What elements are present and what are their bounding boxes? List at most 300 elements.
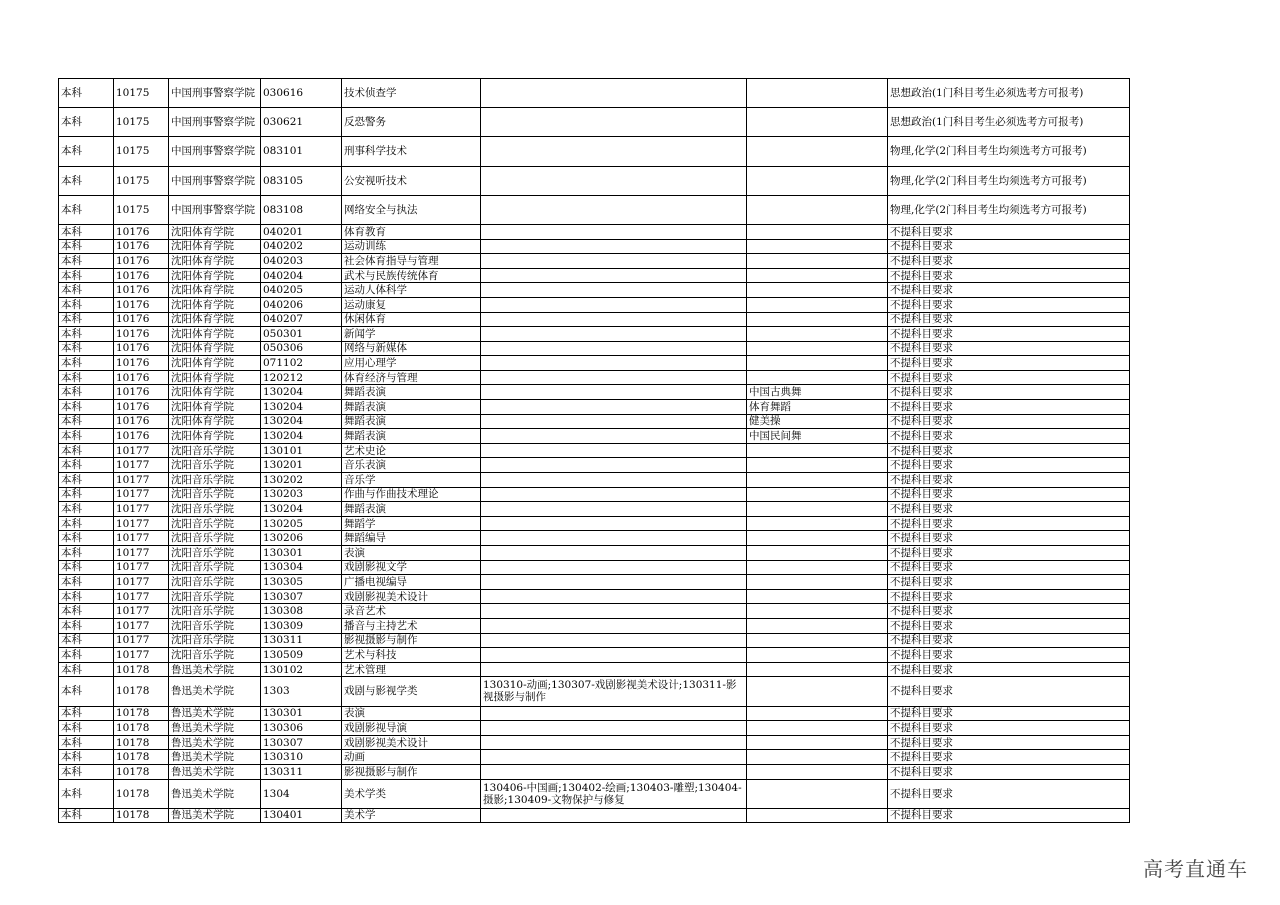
cell-requirement: 不提科目要求 — [888, 502, 1130, 517]
cell-includes — [481, 356, 747, 371]
table-row — [59, 297, 1130, 312]
cell-direction: 健美操 — [747, 414, 888, 429]
cell-includes: 130310-动画;130307-戏剧影视美术设计;130311-影视摄影与制作 — [481, 677, 747, 706]
cell-major-name: 戏剧与影视学类 — [342, 677, 481, 706]
cell-major-code: 130306 — [261, 721, 342, 736]
cell-includes — [481, 108, 747, 137]
cell-school-code: 10178 — [114, 677, 169, 706]
cell-includes — [481, 808, 747, 823]
cell-level: 本科 — [59, 721, 114, 736]
table-row — [59, 137, 1130, 166]
cell-school-code: 10176 — [114, 239, 169, 254]
cell-school-code: 10176 — [114, 429, 169, 444]
table-row — [59, 385, 1130, 400]
cell-requirement: 不提科目要求 — [888, 341, 1130, 356]
table-row — [59, 166, 1130, 195]
cell-major-code: 130204 — [261, 400, 342, 415]
cell-major-name: 反恐警务 — [342, 108, 481, 137]
cell-requirement: 不提科目要求 — [888, 618, 1130, 633]
cell-level: 本科 — [59, 502, 114, 517]
cell-level: 本科 — [59, 79, 114, 108]
cell-major-code: 040204 — [261, 268, 342, 283]
cell-includes — [481, 458, 747, 473]
cell-includes — [481, 706, 747, 721]
cell-school-name: 沈阳音乐学院 — [169, 648, 261, 663]
table-row — [59, 458, 1130, 473]
cell-level: 本科 — [59, 254, 114, 269]
cell-direction — [747, 618, 888, 633]
cell-major-name: 美术学 — [342, 808, 481, 823]
table-row — [59, 414, 1130, 429]
table-row — [59, 735, 1130, 750]
cell-major-code: 130202 — [261, 473, 342, 488]
cell-direction — [747, 166, 888, 195]
cell-requirement: 不提科目要求 — [888, 633, 1130, 648]
cell-major-code: 130206 — [261, 531, 342, 546]
cell-requirement: 不提科目要求 — [888, 706, 1130, 721]
cell-school-code: 10175 — [114, 108, 169, 137]
cell-school-name: 沈阳音乐学院 — [169, 531, 261, 546]
cell-major-name: 技术侦查学 — [342, 79, 481, 108]
cell-requirement: 不提科目要求 — [888, 370, 1130, 385]
cell-major-name: 音乐学 — [342, 473, 481, 488]
cell-requirement: 不提科目要求 — [888, 327, 1130, 342]
cell-requirement: 不提科目要求 — [888, 268, 1130, 283]
cell-level: 本科 — [59, 677, 114, 706]
table-row — [59, 677, 1130, 706]
cell-school-name: 沈阳体育学院 — [169, 385, 261, 400]
cell-direction — [747, 195, 888, 224]
cell-requirement: 不提科目要求 — [888, 283, 1130, 298]
cell-direction — [747, 239, 888, 254]
cell-direction — [747, 502, 888, 517]
cell-major-code: 130204 — [261, 385, 342, 400]
cell-school-name: 沈阳体育学院 — [169, 297, 261, 312]
cell-includes — [481, 414, 747, 429]
cell-school-name: 鲁迅美术学院 — [169, 662, 261, 677]
cell-school-code: 10178 — [114, 735, 169, 750]
cell-includes — [481, 648, 747, 663]
cell-includes — [481, 327, 747, 342]
cell-level: 本科 — [59, 108, 114, 137]
cell-level: 本科 — [59, 633, 114, 648]
cell-includes — [481, 79, 747, 108]
enrollment-table — [58, 78, 1130, 823]
cell-major-name: 音乐表演 — [342, 458, 481, 473]
cell-major-code: 071102 — [261, 356, 342, 371]
cell-level: 本科 — [59, 487, 114, 502]
cell-school-code: 10176 — [114, 268, 169, 283]
cell-school-name: 中国刑事警察学院 — [169, 79, 261, 108]
cell-school-code: 10175 — [114, 79, 169, 108]
cell-direction — [747, 677, 888, 706]
table-row — [59, 327, 1130, 342]
cell-requirement: 不提科目要求 — [888, 458, 1130, 473]
cell-requirement: 不提科目要求 — [888, 677, 1130, 706]
cell-major-name: 舞蹈表演 — [342, 502, 481, 517]
cell-school-name: 沈阳音乐学院 — [169, 575, 261, 590]
cell-level: 本科 — [59, 531, 114, 546]
cell-level: 本科 — [59, 327, 114, 342]
cell-level: 本科 — [59, 400, 114, 415]
cell-level: 本科 — [59, 589, 114, 604]
cell-major-code: 130203 — [261, 487, 342, 502]
cell-direction — [747, 458, 888, 473]
table-row — [59, 108, 1130, 137]
cell-includes — [481, 560, 747, 575]
cell-includes — [481, 268, 747, 283]
cell-school-code: 10176 — [114, 370, 169, 385]
cell-level: 本科 — [59, 648, 114, 663]
cell-major-code: 130308 — [261, 604, 342, 619]
cell-requirement: 不提科目要求 — [888, 808, 1130, 823]
cell-requirement: 不提科目要求 — [888, 779, 1130, 808]
cell-major-name: 武术与民族传统体育 — [342, 268, 481, 283]
watermark-text: 高考直通车 — [1143, 857, 1248, 881]
cell-includes — [481, 297, 747, 312]
cell-major-code: 1303 — [261, 677, 342, 706]
cell-major-name: 应用心理学 — [342, 356, 481, 371]
cell-school-name: 中国刑事警察学院 — [169, 137, 261, 166]
cell-includes — [481, 575, 747, 590]
cell-major-code: 130102 — [261, 662, 342, 677]
cell-direction: 中国古典舞 — [747, 385, 888, 400]
cell-requirement: 物理,化学(2门科目考生均须选考方可报考) — [888, 137, 1130, 166]
cell-major-name: 运动康复 — [342, 297, 481, 312]
cell-requirement: 不提科目要求 — [888, 721, 1130, 736]
cell-includes — [481, 166, 747, 195]
cell-major-name: 动画 — [342, 750, 481, 765]
cell-direction — [747, 341, 888, 356]
cell-school-name: 中国刑事警察学院 — [169, 108, 261, 137]
cell-level: 本科 — [59, 429, 114, 444]
cell-school-code: 10176 — [114, 254, 169, 269]
cell-direction — [747, 297, 888, 312]
cell-school-code: 10177 — [114, 604, 169, 619]
cell-level: 本科 — [59, 604, 114, 619]
table-row — [59, 604, 1130, 619]
cell-level: 本科 — [59, 385, 114, 400]
cell-major-code: 130304 — [261, 560, 342, 575]
cell-school-code: 10176 — [114, 385, 169, 400]
cell-requirement: 思想政治(1门科目考生必须选考方可报考) — [888, 108, 1130, 137]
table-row — [59, 575, 1130, 590]
cell-level: 本科 — [59, 283, 114, 298]
cell-school-name: 沈阳体育学院 — [169, 414, 261, 429]
table-row — [59, 560, 1130, 575]
cell-school-name: 沈阳音乐学院 — [169, 458, 261, 473]
cell-includes — [481, 589, 747, 604]
cell-direction — [747, 706, 888, 721]
cell-major-name: 体育教育 — [342, 224, 481, 239]
cell-major-code: 120212 — [261, 370, 342, 385]
cell-school-code: 10177 — [114, 648, 169, 663]
cell-school-code: 10178 — [114, 764, 169, 779]
cell-includes — [481, 224, 747, 239]
cell-direction — [747, 735, 888, 750]
cell-school-code: 10176 — [114, 283, 169, 298]
cell-level: 本科 — [59, 575, 114, 590]
table-row — [59, 429, 1130, 444]
cell-major-code: 040205 — [261, 283, 342, 298]
cell-requirement: 不提科目要求 — [888, 648, 1130, 663]
cell-level: 本科 — [59, 224, 114, 239]
table-row — [59, 400, 1130, 415]
cell-includes — [481, 429, 747, 444]
cell-school-code: 10176 — [114, 356, 169, 371]
cell-school-code: 10175 — [114, 137, 169, 166]
cell-major-name: 戏剧影视导演 — [342, 721, 481, 736]
cell-requirement: 不提科目要求 — [888, 312, 1130, 327]
cell-level: 本科 — [59, 546, 114, 561]
cell-level: 本科 — [59, 268, 114, 283]
cell-includes — [481, 487, 747, 502]
cell-major-code: 083105 — [261, 166, 342, 195]
cell-school-name: 中国刑事警察学院 — [169, 195, 261, 224]
cell-level: 本科 — [59, 560, 114, 575]
cell-includes — [481, 443, 747, 458]
cell-includes — [481, 633, 747, 648]
cell-level: 本科 — [59, 370, 114, 385]
table-row — [59, 239, 1130, 254]
cell-direction: 中国民间舞 — [747, 429, 888, 444]
cell-requirement: 不提科目要求 — [888, 735, 1130, 750]
cell-major-code: 130301 — [261, 706, 342, 721]
cell-major-name: 网络与新媒体 — [342, 341, 481, 356]
cell-school-name: 沈阳音乐学院 — [169, 443, 261, 458]
cell-direction — [747, 224, 888, 239]
cell-requirement: 不提科目要求 — [888, 662, 1130, 677]
cell-direction — [747, 443, 888, 458]
cell-level: 本科 — [59, 195, 114, 224]
cell-major-name: 戏剧影视文学 — [342, 560, 481, 575]
cell-requirement: 不提科目要求 — [888, 604, 1130, 619]
cell-major-code: 1304 — [261, 779, 342, 808]
cell-major-code: 130401 — [261, 808, 342, 823]
cell-major-name: 影视摄影与制作 — [342, 764, 481, 779]
table-row — [59, 370, 1130, 385]
cell-level: 本科 — [59, 341, 114, 356]
cell-school-name: 沈阳音乐学院 — [169, 487, 261, 502]
cell-school-code: 10177 — [114, 633, 169, 648]
cell-school-code: 10177 — [114, 458, 169, 473]
cell-requirement: 不提科目要求 — [888, 546, 1130, 561]
cell-major-name: 表演 — [342, 706, 481, 721]
cell-school-name: 鲁迅美术学院 — [169, 721, 261, 736]
cell-direction — [747, 254, 888, 269]
cell-school-code: 10177 — [114, 546, 169, 561]
table-row — [59, 764, 1130, 779]
cell-school-name: 沈阳音乐学院 — [169, 502, 261, 517]
cell-major-code: 130101 — [261, 443, 342, 458]
cell-direction — [747, 473, 888, 488]
cell-includes — [481, 400, 747, 415]
cell-school-name: 中国刑事警察学院 — [169, 166, 261, 195]
cell-includes — [481, 531, 747, 546]
cell-school-code: 10176 — [114, 224, 169, 239]
cell-school-code: 10177 — [114, 487, 169, 502]
cell-major-code: 130305 — [261, 575, 342, 590]
cell-school-code: 10176 — [114, 414, 169, 429]
cell-level: 本科 — [59, 750, 114, 765]
cell-level: 本科 — [59, 808, 114, 823]
cell-requirement: 不提科目要求 — [888, 764, 1130, 779]
cell-major-code: 130201 — [261, 458, 342, 473]
cell-school-code: 10178 — [114, 721, 169, 736]
cell-includes — [481, 312, 747, 327]
cell-school-code: 10177 — [114, 575, 169, 590]
table-row — [59, 268, 1130, 283]
cell-school-name: 鲁迅美术学院 — [169, 706, 261, 721]
cell-level: 本科 — [59, 473, 114, 488]
cell-level: 本科 — [59, 618, 114, 633]
cell-major-name: 艺术管理 — [342, 662, 481, 677]
cell-major-code: 130309 — [261, 618, 342, 633]
cell-school-code: 10178 — [114, 779, 169, 808]
cell-major-name: 运动人体科学 — [342, 283, 481, 298]
cell-requirement: 不提科目要求 — [888, 575, 1130, 590]
cell-level: 本科 — [59, 297, 114, 312]
cell-school-code: 10178 — [114, 750, 169, 765]
cell-major-name: 网络安全与执法 — [342, 195, 481, 224]
cell-level: 本科 — [59, 414, 114, 429]
table-row — [59, 195, 1130, 224]
cell-school-code: 10177 — [114, 531, 169, 546]
cell-major-code: 130301 — [261, 546, 342, 561]
cell-level: 本科 — [59, 735, 114, 750]
cell-level: 本科 — [59, 516, 114, 531]
cell-major-code: 040203 — [261, 254, 342, 269]
cell-level: 本科 — [59, 764, 114, 779]
cell-major-name: 舞蹈编导 — [342, 531, 481, 546]
cell-includes — [481, 195, 747, 224]
cell-direction — [747, 283, 888, 298]
cell-requirement: 不提科目要求 — [888, 239, 1130, 254]
cell-direction — [747, 312, 888, 327]
cell-major-name: 影视摄影与制作 — [342, 633, 481, 648]
cell-major-name: 表演 — [342, 546, 481, 561]
cell-major-name: 体育经济与管理 — [342, 370, 481, 385]
cell-level: 本科 — [59, 137, 114, 166]
cell-includes — [481, 604, 747, 619]
cell-school-name: 鲁迅美术学院 — [169, 764, 261, 779]
cell-requirement: 不提科目要求 — [888, 443, 1130, 458]
cell-major-code: 040201 — [261, 224, 342, 239]
table-row — [59, 721, 1130, 736]
cell-direction — [747, 546, 888, 561]
cell-major-code: 130205 — [261, 516, 342, 531]
cell-level: 本科 — [59, 706, 114, 721]
table-row — [59, 808, 1130, 823]
cell-major-name: 戏剧影视美术设计 — [342, 589, 481, 604]
cell-requirement: 不提科目要求 — [888, 473, 1130, 488]
cell-direction — [747, 721, 888, 736]
cell-school-code: 10175 — [114, 195, 169, 224]
cell-school-code: 10176 — [114, 400, 169, 415]
cell-requirement: 不提科目要求 — [888, 297, 1130, 312]
table-row — [59, 750, 1130, 765]
cell-requirement: 不提科目要求 — [888, 356, 1130, 371]
cell-requirement: 物理,化学(2门科目考生均须选考方可报考) — [888, 166, 1130, 195]
cell-school-name: 沈阳音乐学院 — [169, 473, 261, 488]
cell-direction — [747, 370, 888, 385]
cell-direction — [747, 108, 888, 137]
cell-direction — [747, 575, 888, 590]
cell-major-code: 040202 — [261, 239, 342, 254]
cell-school-code: 10178 — [114, 706, 169, 721]
cell-includes — [481, 764, 747, 779]
cell-school-name: 鲁迅美术学院 — [169, 808, 261, 823]
table-row — [59, 546, 1130, 561]
cell-school-name: 沈阳体育学院 — [169, 400, 261, 415]
cell-direction — [747, 808, 888, 823]
table-row — [59, 516, 1130, 531]
table-row — [59, 224, 1130, 239]
cell-school-name: 沈阳音乐学院 — [169, 618, 261, 633]
cell-school-name: 沈阳体育学院 — [169, 327, 261, 342]
cell-school-code: 10177 — [114, 502, 169, 517]
cell-major-name: 新闻学 — [342, 327, 481, 342]
table-row — [59, 502, 1130, 517]
cell-requirement: 不提科目要求 — [888, 487, 1130, 502]
cell-requirement: 不提科目要求 — [888, 254, 1130, 269]
cell-requirement: 不提科目要求 — [888, 750, 1130, 765]
cell-level: 本科 — [59, 662, 114, 677]
cell-major-name: 舞蹈表演 — [342, 385, 481, 400]
cell-includes — [481, 502, 747, 517]
cell-school-name: 沈阳体育学院 — [169, 268, 261, 283]
cell-requirement: 不提科目要求 — [888, 400, 1130, 415]
cell-requirement: 物理,化学(2门科目考生均须选考方可报考) — [888, 195, 1130, 224]
cell-level: 本科 — [59, 779, 114, 808]
cell-major-name: 舞蹈学 — [342, 516, 481, 531]
cell-major-code: 050306 — [261, 341, 342, 356]
cell-includes — [481, 254, 747, 269]
cell-school-code: 10176 — [114, 341, 169, 356]
cell-major-name: 运动训练 — [342, 239, 481, 254]
table-row — [59, 356, 1130, 371]
cell-school-name: 沈阳体育学院 — [169, 224, 261, 239]
cell-direction — [747, 268, 888, 283]
cell-includes — [481, 721, 747, 736]
cell-school-name: 沈阳音乐学院 — [169, 560, 261, 575]
cell-direction — [747, 79, 888, 108]
cell-school-code: 10176 — [114, 297, 169, 312]
cell-school-code: 10178 — [114, 662, 169, 677]
cell-major-code: 083108 — [261, 195, 342, 224]
table-row — [59, 443, 1130, 458]
cell-includes — [481, 239, 747, 254]
table-row — [59, 633, 1130, 648]
cell-school-code: 10175 — [114, 166, 169, 195]
cell-requirement: 思想政治(1门科目考生必须选考方可报考) — [888, 79, 1130, 108]
cell-requirement: 不提科目要求 — [888, 224, 1130, 239]
cell-major-code: 130204 — [261, 502, 342, 517]
cell-major-name: 播音与主持艺术 — [342, 618, 481, 633]
cell-school-name: 沈阳体育学院 — [169, 356, 261, 371]
cell-level: 本科 — [59, 166, 114, 195]
cell-major-code: 130311 — [261, 764, 342, 779]
cell-includes — [481, 750, 747, 765]
cell-includes — [481, 662, 747, 677]
cell-direction — [747, 648, 888, 663]
cell-direction — [747, 633, 888, 648]
cell-includes — [481, 735, 747, 750]
cell-school-name: 沈阳体育学院 — [169, 341, 261, 356]
cell-level: 本科 — [59, 239, 114, 254]
cell-major-code: 040207 — [261, 312, 342, 327]
cell-school-code: 10177 — [114, 589, 169, 604]
